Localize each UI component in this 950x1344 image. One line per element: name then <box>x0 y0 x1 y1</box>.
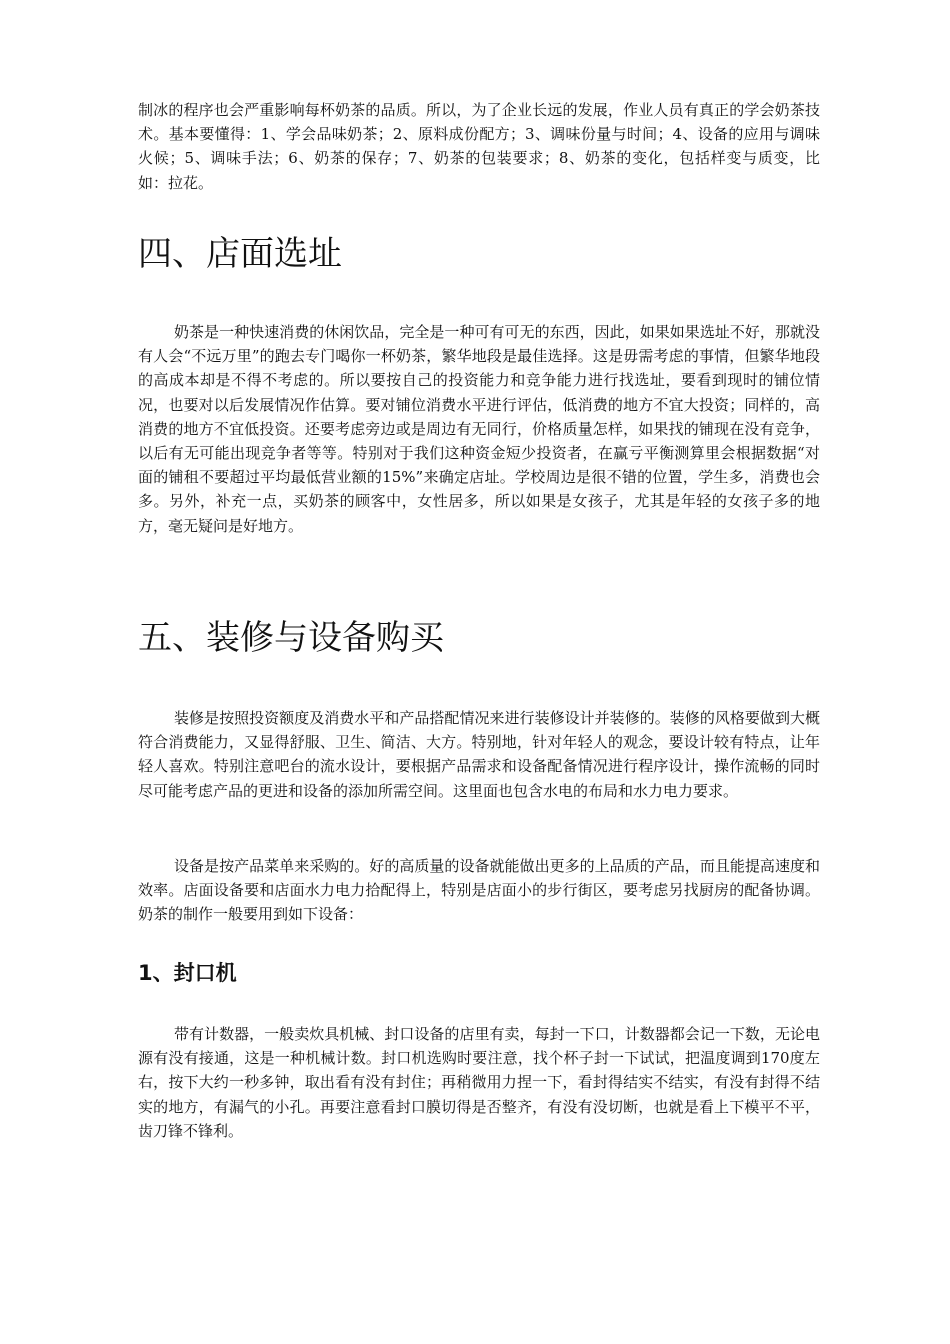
subsection-1-heading: 1、封口机 <box>138 961 237 985</box>
subsection-1-paragraph: 带有计数器，一般卖炊具机械、封口设备的店里有卖，每封一下口，计数器都会记一下数，无论电源有没有接通，这是一种机械计数。封口机选购时要注意，找个杯子封一下试试，把温度调到170度左右，按下大约一秒多钟，取出看有没有封住；再稍微用力捏一下，看封得结实不结实，有没有封得不结实的地方，有漏气的小孔。再要注意看封口膜切得是否整齐，有没有没切断，也就是看上下模平不平，齿刀锋不锋利。 <box>138 1025 820 1140</box>
intro-paragraph: 制冰的程序也会严重影响每杯奶茶的品质。所以，为了企业长远的发展，作业人员有真正的学会奶茶技术。基本要懂得：1、学会品味奶茶；2、原料成份配方；3、调味份量与时间；4、设备的应用与调味火候；5、调味手法；6、奶茶的保存；7、奶茶的包装要求；8、奶茶的变化，包括样变与质变，比如：拉花。 <box>138 101 820 192</box>
section-5-heading: 五、装修与设备购买 <box>138 618 444 658</box>
section-5-paragraph-2: 设备是按产品菜单来采购的。好的高质量的设备就能做出更多的上品质的产品，而且能提高速度和效率。店面设备要和店面水力电力拾配得上，特别是店面小的步行街区，要考虑另找厨房的配备协调。奶茶的制作一般要用到如下设备： <box>138 857 820 924</box>
section-5-paragraph-1: 装修是按照投资额度及消费水平和产品搭配情况来进行装修设计并装修的。装修的风格要做到大概符合消费能力，又显得舒服、卫生、简洁、大方。特别地，针对年轻人的观念，要设计较有特点，让年轻人喜欢。特别注意吧台的流水设计，要根据产品需求和设备配备情况进行程序设计，操作流畅的同时尽可能考虑产品的更进和设备的添加所需空间。这里面也包含水电的布局和水力电力要求。 <box>138 709 820 800</box>
section-4-paragraph: 奶茶是一种快速消费的休闲饮品，完全是一种可有可无的东西，因此，如果如果选址不好，那就没有人会“不远万里”的跑去专门喝你一杯奶茶，繁华地段是最佳选择。这是毋需考虑的事情，但繁华地段的高成本却是不得不考虑的。所以要按自己的投资能力和竞争能力进行找选址，要看到现时的铺位情况，也要对以后发展情况作估算。要对铺位消费水平进行评估，低消费的地方不宜大投资；同样的，高消费的地方不宜低投资。还要考虑旁边或是周边有无同行，价格质量怎样，如果找的铺现在没有竞争，以后有无可能出现竞争者等等。特别对于我们这种资金短少投资者，在赢亏平衡测算里会根据数据“对面的铺租不要超过平均最低营业额的15%”来确定店址。学校周边是很不错的位置，学生多，消费也会多。另外，补充一点，买奶茶的顾客中，女性居多，所以如果是女孩子，尤其是年轻的女孩子多的地方，毫无疑问是好地方。 <box>138 323 820 535</box>
section-4-heading: 四、店面选址 <box>138 234 342 274</box>
